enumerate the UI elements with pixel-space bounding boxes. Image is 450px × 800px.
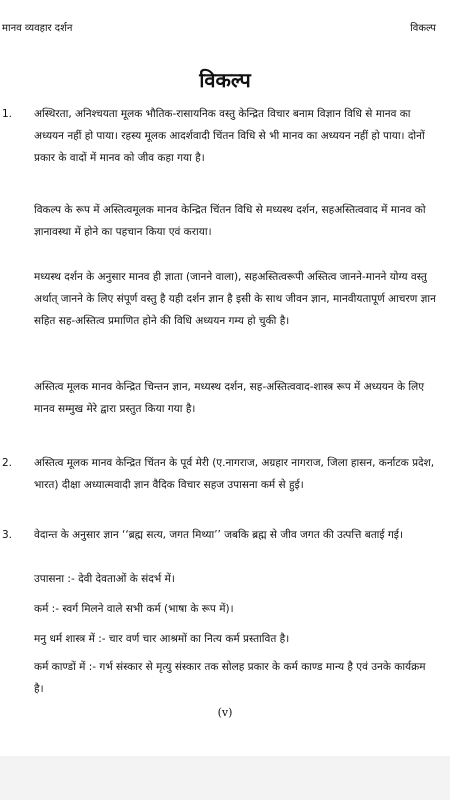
paragraph: अस्थिरता, अनिश्चयता मूलक भौतिक-रासायनिक वस्तु केन्द्रित विचार बनाम विज्ञान विधि से मानव का अध्ययन नहीं हो पाया। रहस्य मूलक आदर्शवादी चिंतन विधि से भी मानव का अध्ययन नहीं हो पाया। दोनों प्रकार के वादों में मानव को जीव कहा गया है। xyxy=(34,108,425,164)
paragraph: कर्म काण्डों में :- गर्भ संस्कार से मृत्यु संस्कार तक सोलह प्रकार के कर्म काण्ड मान्य है एवं उनके कार्यक्रम है। xyxy=(34,661,426,695)
section-number: 2. xyxy=(2,457,13,469)
paragraph: वेदान्त के अनुसार ज्ञान ‘‘ब्रह्म सत्य, जगत मिथ्या’’ जबकि ब्रह्म से जीव जगत की उत्पत्ति बताई गई। xyxy=(34,529,403,541)
viewer-background xyxy=(0,756,450,800)
section-number: 3. xyxy=(2,529,13,541)
paragraph: मनु धर्म शास्त्र में :- चार वर्ण चार आश्रमों का नित्य कर्म प्रस्तावित है। xyxy=(34,633,290,645)
paragraph: अस्तित्व मूलक मानव केन्द्रित चिंतन के पूर्व मेरी (ए.नागराज, अग्रहार नागराज, जिला हासन, कर्नाटक प्रदेश, भारत) दीक्षा अध्यात्मवादी ज्ञान वैदिक विचार सहज उपासना कर्म से हुई। xyxy=(34,457,435,491)
paragraph: विकल्प के रूप में अस्तित्वमूलक मानव केन्द्रित चिंतन विधि से मध्यस्थ दर्शन, सहअस्तित्ववाद में मानव को ज्ञानावस्था में होने का पहचान किया एवं कराया। xyxy=(34,204,426,238)
chapter-title: विकल्प xyxy=(199,68,251,92)
paragraph: कर्म :- स्वर्ग मिलने वाले सभी कर्म (भाषा के रूप में)। xyxy=(34,603,234,615)
running-header xyxy=(0,20,450,34)
section-number: 1. xyxy=(2,108,13,120)
header-book-title: मानव व्यवहार दर्शन xyxy=(2,23,73,34)
paragraph: मध्यस्थ दर्शन के अनुसार मानव ही ज्ञाता (जानने वाला), सहअस्तित्वरूपी अस्तित्व जानने-मानने योग्य वस्तु अर्थात् जानने के लिए संपूर्ण वस्तु है यही दर्शन ज्ञान है इसी के साथ जीवन ज्ञान, मानवीयतापूर्ण आचरण ज्ञान सहित सह-अस्तित्व प्रमाणित होने की विधि अध्ययन गम्य हो चुकी है। xyxy=(34,271,436,327)
page-number: (v) xyxy=(217,706,233,719)
paragraph: उपासना :- देवी देवताओं के संदर्भ में। xyxy=(34,573,175,585)
header-chapter-title: विकल्प xyxy=(410,23,436,34)
paragraph: अस्तित्व मूलक मानव केन्द्रित चिन्तन ज्ञान, मध्यस्थ दर्शन, सह-अस्तित्ववाद-शास्त्र रूप में अध्ययन के लिए मानव सम्मुख मेरे द्वारा प्रस्तुत किया गया है। xyxy=(34,381,425,415)
